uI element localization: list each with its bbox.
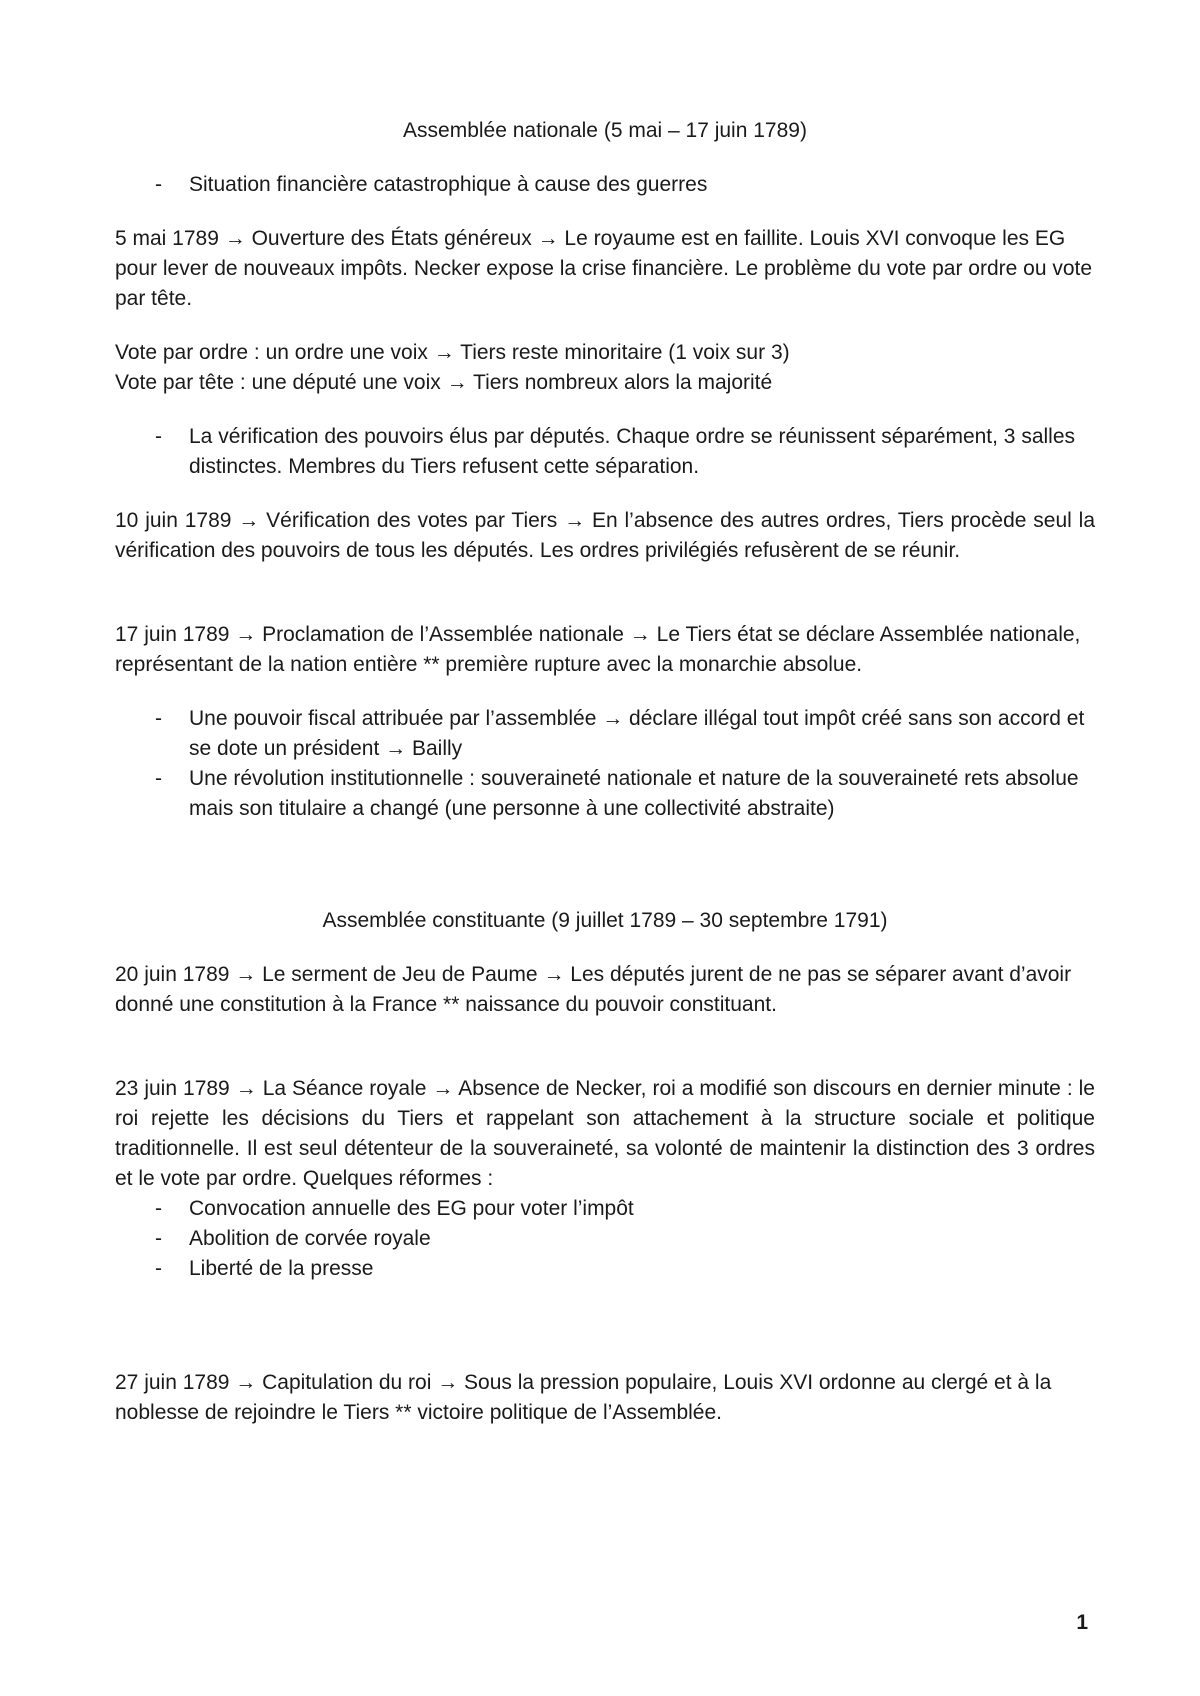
bullet-dash: - (155, 707, 162, 730)
paragraph-20-juin: 20 juin 1789 → Le serment de Jeu de Paume → Les députés jurent de ne pas se séparer avant d’avoir donné une constitution à la France ** naissance du pouvoir constituant. (115, 963, 1072, 1016)
list-item: - Une révolution institutionnelle : souveraineté nationale et nature de la souveraineté rets absolue mais son titulaire a changé (une personne à une collectivité abstraite) (115, 764, 1095, 824)
paragraph-27-juin: 27 juin 1789 → Capitulation du roi → Sous la pression populaire, Louis XVI ordonne au clergé et à la noblesse de rejoindre le Tiers ** victoire politique de l’Assemblée. (115, 1371, 1052, 1424)
bullet-dash: - (155, 1227, 162, 1250)
list-item: - Situation financière catastrophique à cause des guerres (115, 170, 1095, 200)
vote-par-tete-line: Vote par tête : une député une voix → Tiers nombreux alors la majorité (115, 371, 773, 394)
bullet-dash: - (155, 1257, 162, 1280)
paragraph-10-juin: 10 juin 1789 → Vérification des votes par Tiers → En l’absence des autres ordres, Tiers procède seul la vérification des pouvoirs de tous les députés. Les ordres privilégiés refusèrent de se réunir. (115, 509, 1095, 562)
list-item: - La vérification des pouvoirs élus par députés. Chaque ordre se réunissent séparément, 3 salles distinctes. Membres du Tiers refusent cette séparation. (115, 422, 1095, 482)
paragraph-23-juin: 23 juin 1789 → La Séance royale → Absence de Necker, roi a modifié son discours en dernier minute : le roi rejette les décisions du Tiers et rappelant son attachement à la structure sociale et politique traditionnelle. Il est seul détenteur de la souveraineté, sa volonté de maintenir la distinction des 3 ordres et le vote par ordre. Quelques réformes : (115, 1077, 1095, 1190)
bullet-dash: - (155, 173, 162, 196)
section-heading-assemblee-constituante: Assemblée constituante (9 juillet 1789 – 30 septembre 1791) (322, 909, 888, 932)
paragraph-5-mai: 5 mai 1789 → Ouverture des États généreux → Le royaume est en faillite. Louis XVI convoque les EG pour lever de nouveaux impôts. Necker expose la crise financière. Le problème du vote par ordre ou vote par tête. (115, 227, 1093, 310)
document-body (115, 116, 1095, 1428)
rupture-bullet-list (115, 704, 1095, 824)
bullet-dash: - (155, 767, 162, 790)
intro-bullet-list (115, 170, 1095, 200)
paragraph-17-juin: 17 juin 1789 → Proclamation de l’Assemblée nationale → Le Tiers état se déclare Assemblée nationale, représentant de la nation entière ** première rupture avec la monarchie absolue. (115, 623, 1081, 676)
bullet-dash: - (155, 1197, 162, 1220)
reformes-bullet-list (115, 1194, 1095, 1284)
bullet-dash: - (155, 425, 162, 448)
verification-bullet-list (115, 422, 1095, 482)
section-heading-assemblee-nationale: Assemblée nationale (5 mai – 17 juin 1789) (403, 119, 807, 142)
list-item: - Liberté de la presse (115, 1254, 1095, 1284)
page-number: 1 (1076, 1611, 1088, 1634)
list-item: - Une pouvoir fiscal attribuée par l’assemblée → déclare illégal tout impôt créé sans son accord et se dote un président → Bailly (115, 704, 1095, 764)
vote-par-ordre-line: Vote par ordre : un ordre une voix → Tiers reste minoritaire (1 voix sur 3) (115, 341, 790, 364)
list-item: - Abolition de corvée royale (115, 1224, 1095, 1254)
list-item: - Convocation annuelle des EG pour voter l’impôt (115, 1194, 1095, 1224)
